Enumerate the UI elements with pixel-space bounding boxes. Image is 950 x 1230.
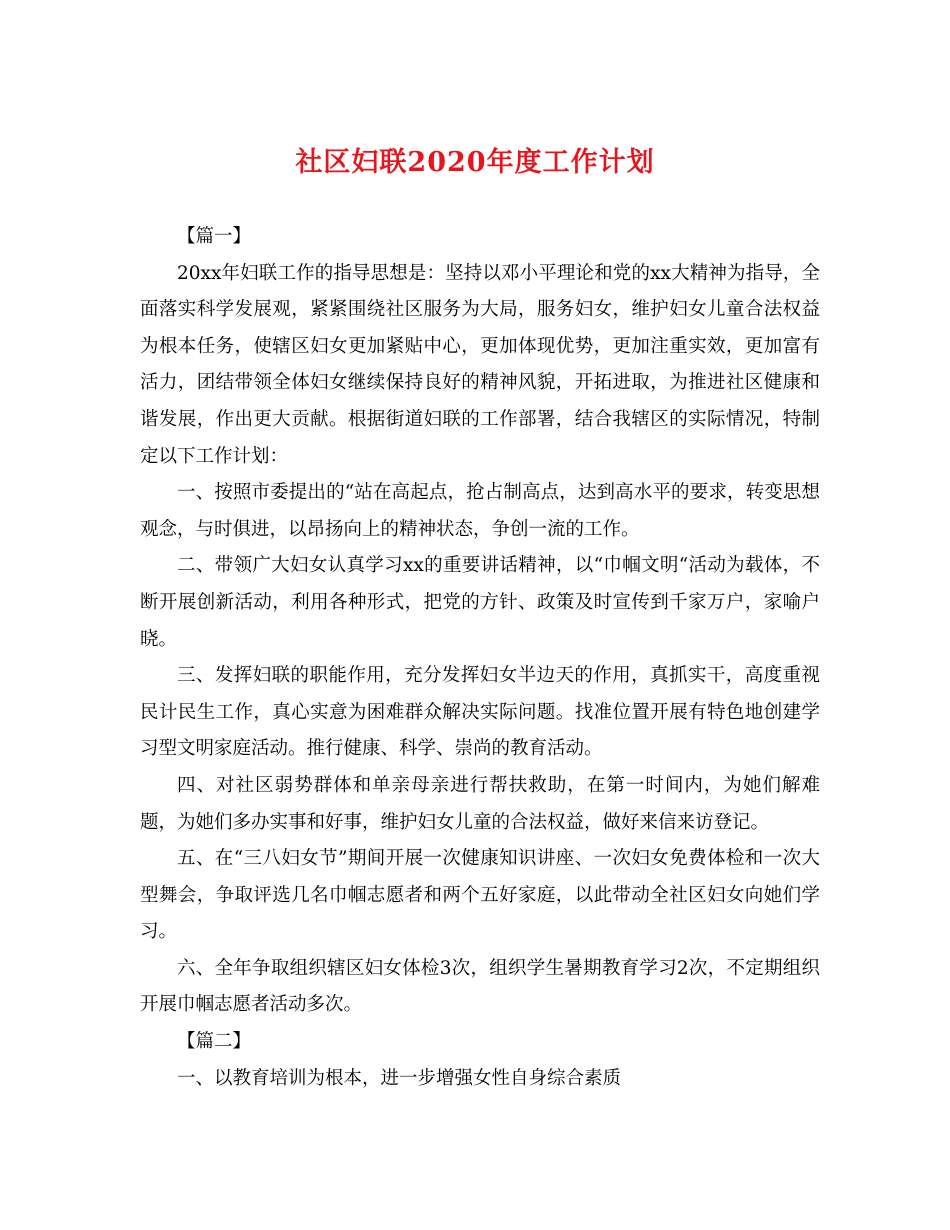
- body-paragraph: 二、带领广大妇女认真学习xx的重要讲话精神，以“巾帼文明“活动为载体，不断开展创新活动，利用各种形式，把党的方针、政策及时宣传到千家万户，家喻户晓。: [140, 555, 820, 650]
- document-title: 社区妇联2020年度工作计划: [295, 147, 655, 178]
- body-paragraph: 四、对社区弱势群体和单亲母亲进行帮扶救助，在第一时间内，为她们解难题，为她们多办实事和好事，维护妇女儿童的合法权益，做好来信来访登记。: [140, 774, 820, 833]
- body-paragraph: 五、在“三八妇女节”期间开展一次健康知识讲座、一次妇女免费体检和一次大型舞会，争取评选几名巾帼志愿者和两个五好家庭，以此带动全社区妇女向她们学习。: [140, 848, 820, 943]
- section-heading: 【篇二】: [177, 1031, 252, 1053]
- body-paragraph: 20xx年妇联工作的指导思想是：坚持以邓小平理论和党的xx大精神为指导，全面落实科学发展观，紧紧围绕社区服务为大局，服务妇女，维护妇女儿童合法权益为根本任务，使辖区妇女更加紧贴中心，更加体现优势，更加注重实效，更加富有活力，团结带领全体妇女继续保持良好的精神风貌，开拓进取，为推进社区健康和谐发展，作出更大贡献。根据街道妇联的工作部署，结合我辖区的实际情况，特制定以下工作计划：: [140, 262, 820, 467]
- body-paragraph: 一、按照市委提出的“站在高起点，抢占制高点，达到高水平的要求，转变思想观念，与时俱进，以昂扬向上的精神状态，争创一流的工作。: [140, 482, 820, 540]
- document-body: [140, 219, 820, 1097]
- body-paragraph: 一、以教育培训为根本，进一步增强女性自身综合素质: [177, 1067, 622, 1089]
- body-paragraph: 六、全年争取组织辖区妇女体检3次，组织学生暑期教育学习2次，不定期组织开展巾帼志愿者活动多次。: [140, 957, 820, 1016]
- section-heading: 【篇一】: [177, 226, 252, 247]
- body-paragraph: 三、发挥妇联的职能作用，充分发挥妇女半边天的作用，真抓实干，高度重视民计民生工作，真心实意为困难群众解决实际问题。找准位置开展有特色地创建学习型文明家庭活动。推行健康、科学、崇尚的教育活动。: [140, 665, 820, 760]
